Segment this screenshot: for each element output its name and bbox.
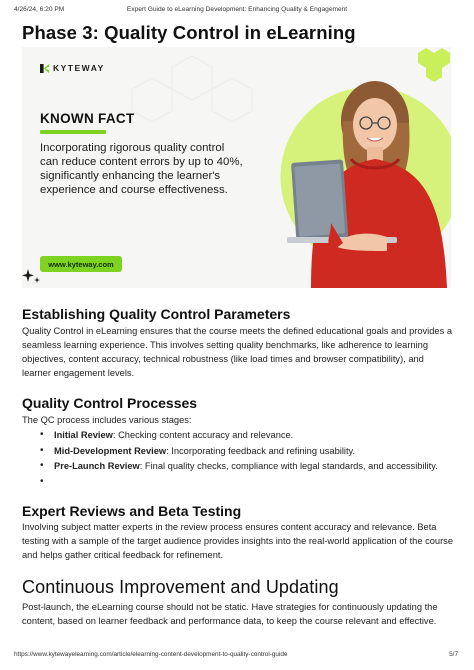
fact-line: significantly enhancing the learner's [40,170,221,182]
print-document-title: Expert Guide to eLearning Development: Enhancing Quality & Engagement [126,6,348,13]
list-item-text: : Incorporating feedback and refining usability. [166,445,356,456]
list-item-label: Pre-Launch Review [54,461,140,471]
kyteway-logo-icon [40,64,49,73]
list-item-text [54,477,57,487]
qc-processes-intro: The QC process includes various stages: [22,415,192,425]
logo-text: KYTEWAY [53,63,105,73]
section-body-quality-parameters: Quality Control in eLearning ensures that the course meets the defined educational goals and provides a seamless learning experience. This involves setting quality benchmarks, like adherence to learning objectives, content accuracy, technical robustness (like load times and browser compatibility), and learner engagement levels. [22,326,452,378]
list-item-text: : Final quality checks, compliance with legal standards, and accessibility. [139,461,438,471]
list-item-label: Mid-Development Review [54,445,167,456]
kyteway-logo [40,63,105,73]
section-heading-qc-processes: Quality Control Processes [22,395,198,411]
qc-stages-list [38,428,448,490]
fact-line: Incorporating rigorous quality control [40,142,225,154]
list-item-label: Initial Review [54,430,113,440]
print-date: 4/26/24, 6:20 PM [14,6,65,13]
section-heading-continuous-improvement: Continuous Improvement and Updating [22,577,339,597]
section-body-expert-reviews: Involving subject matter experts in the review process ensures content accuracy and relevance. Beta testing with a sample of the target audience provides insights into the real-world application of the course and helps gather critical feedback for refinement. [22,522,454,560]
woman-with-laptop-photo [251,47,451,288]
section-body-continuous-improvement: Post-launch, the eLearning course should not be static. Have strategies for continuously updating the content, based on learner feedback and performance data, to keep the course relevant and effective. [22,602,438,626]
page-number: 5/7 [449,651,458,658]
known-fact-banner [22,47,451,288]
website-pill: www.kyteway.com [40,256,122,272]
list-item [38,444,448,458]
empty-list-item [38,475,448,489]
section-heading-quality-parameters: Establishing Quality Control Parameters [22,306,291,322]
list-item-text: : Checking content accuracy and relevance. [112,430,294,440]
sparkle-icon [22,267,46,287]
page-title: Phase 3: Quality Control in eLearning [22,22,356,43]
print-header [0,6,474,18]
fact-line: can reduce content errors by up to 40%, [40,156,243,168]
section-heading-expert-reviews: Expert Reviews and Beta Testing [22,503,242,519]
list-item [38,459,448,473]
fact-line: experience and course effectiveness. [40,184,228,196]
page-url-link[interactable]: https://www.kytewayelearning.com/article/elearning-content-development-to-quality-control-guide [14,651,288,658]
heading-underline [40,130,106,134]
known-fact-heading: KNOWN FACT [40,111,135,126]
list-item [38,428,448,442]
